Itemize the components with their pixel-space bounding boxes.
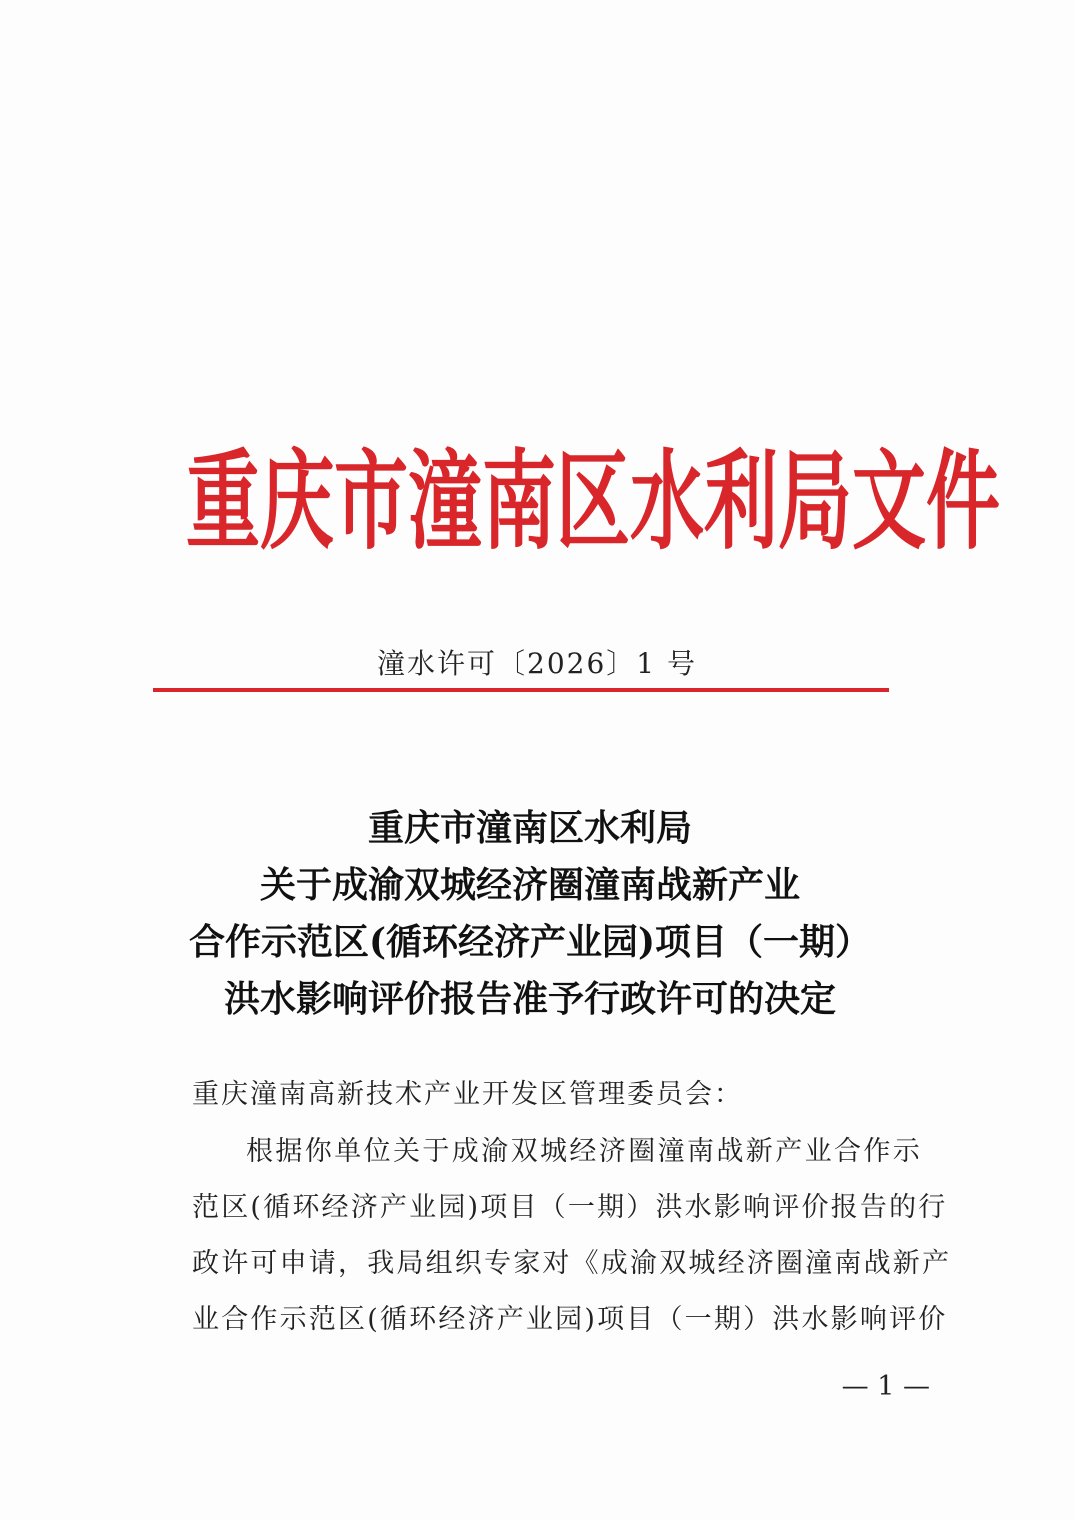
- title-line-1: 重庆市潼南区水利局: [367, 807, 692, 849]
- red-divider-line: [153, 688, 889, 692]
- recipient-line: 重庆潼南高新技术产业开发区管理委员会：: [192, 1079, 743, 1110]
- title-line-3: 合作示范区(循环经济产业园)项目（一期）: [188, 921, 872, 963]
- body-line-2: 范区(循环经济产业园)项目（一期）洪水影响评价报告的行: [192, 1192, 948, 1223]
- title-line-4: 洪水影响评价报告准予行政许可的决定: [223, 978, 836, 1020]
- body-line-4: 业合作示范区(循环经济产业园)项目（一期）洪水影响评价: [192, 1304, 948, 1335]
- page-number: — 1 —: [841, 1371, 930, 1402]
- masthead-title: 重庆市潼南区水利局文件: [186, 439, 1000, 565]
- document-title: [150, 800, 910, 1028]
- title-line-2: 关于成渝双城经济圈潼南战新产业: [259, 864, 800, 906]
- document-number: 潼水许可〔2026〕1 号: [377, 647, 697, 680]
- body-line-1: 根据你单位关于成渝双城经济圈潼南战新产业合作示: [246, 1136, 922, 1167]
- body-line-3: 政许可申请，我局组织专家对《成渝双城经济圈潼南战新产: [192, 1248, 952, 1279]
